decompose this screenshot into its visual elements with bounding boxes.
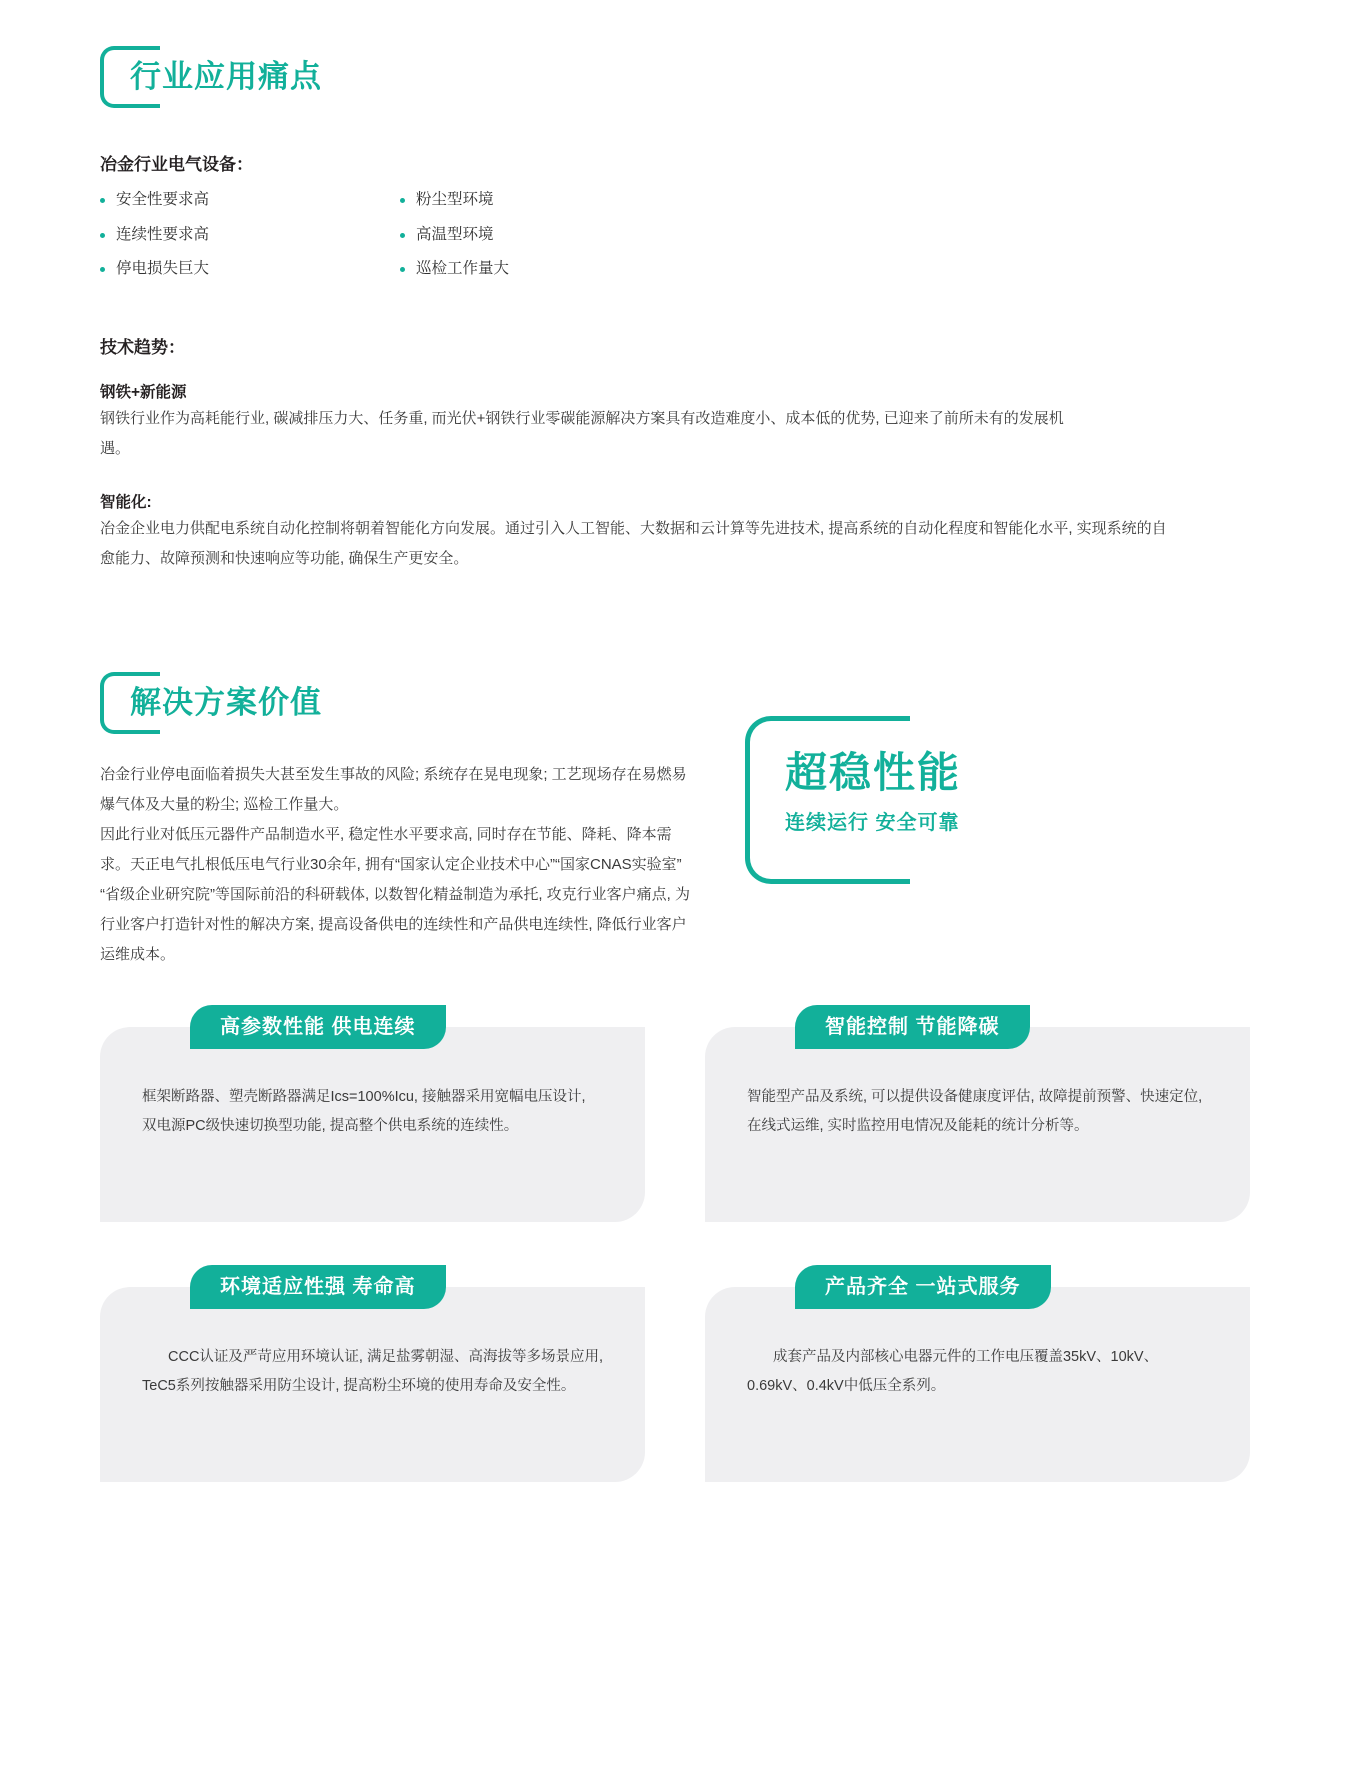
bullet-dot-icon [100, 233, 105, 238]
bullet-label: 停电损失巨大 [116, 260, 210, 278]
value-card-body: CCC认证及严苛应用环境认证, 满足盐雾朝湿、高海拔等多场景应用, TeC5系列按触器采用防尘设计, 提高粉尘环境的使用寿命及安全性。 [142, 1349, 603, 1394]
pain-points-subhead: 冶金行业电气设备： [100, 155, 253, 174]
value-card [100, 1276, 645, 1482]
value-card [705, 1016, 1250, 1222]
trend-item-title: 智能化: [100, 493, 152, 511]
value-card [100, 1016, 645, 1222]
section-heading-pain-points [100, 46, 1250, 108]
badge-super-stable-performance [745, 716, 1165, 916]
list-item [400, 260, 700, 279]
bullet-dot-icon [400, 198, 405, 203]
badge-text-group [785, 748, 961, 835]
trend-item-steel-new-energy [100, 380, 1250, 464]
bullet-dot-icon [400, 233, 405, 238]
trend-item-text: 钢铁行业作为高耗能行业, 碳减排压力大、任务重, 而光伏+钢铁行业零碳能源解决方案具有改造难度小、成本低的优势, 已迎来了前所未有的发展机遇。 [100, 409, 1064, 457]
bullet-dot-icon [400, 267, 405, 272]
value-card-body: 成套产品及内部核心电器元件的工作电压覆盖35kV、10kV、0.69kV、0.4kV中低压全系列。 [747, 1349, 1159, 1394]
value-card-title: 产品齐全 一站式服务 [795, 1265, 1051, 1309]
list-item [100, 260, 400, 279]
badge-main-label: 超稳性能 [785, 749, 962, 796]
value-card-body: 智能型产品及系统, 可以提供设备健康度评估, 故障提前预警、快速定位, 在线式运维, 实时监控用电情况及能耗的统计分析等。 [747, 1089, 1203, 1134]
section-title-solution-value: 解决方案价值 [130, 685, 322, 720]
solution-value-paragraph-1: 冶金行业停电面临着损失大甚至发生事故的风险; 系统存在晃电现象; 工艺现场存在易燃易爆气体及大量的粉尘; 巡检工作量大。 [100, 766, 687, 813]
tech-trend-head: 技术趋势： [100, 337, 185, 357]
list-item [100, 226, 400, 245]
list-item [400, 191, 700, 210]
bullet-dot-icon [100, 198, 105, 203]
solution-value-paragraph-2: 因此行业对低压元器件产品制造水平, 稳定性水平要求高, 同时存在节能、降耗、降本需求。天正电气扎根低压电气行业30余年, 拥有“国家认定企业技术中心”“国家CNAS实验室”“省级企业研究院”等国际前沿的科研载体, 以数智化精益制造为承托, 攻克行业客户痛点, 为行业客户打造针对性的解决方案, 提高设备供电的连续性和产品供电连续性, 降低行业客户运维成本。 [100, 826, 690, 963]
value-card-title: 环境适应性强 寿命高 [190, 1265, 446, 1309]
bullet-label: 粉尘型环境 [416, 191, 494, 208]
bullet-label: 高温型环境 [416, 225, 494, 243]
trend-item-intelligent [100, 490, 1250, 574]
bullet-label: 安全性要求高 [116, 191, 210, 208]
pain-points-bullet-grid [100, 191, 1250, 295]
section-title-pain-points: 行业应用痛点 [130, 59, 322, 94]
solution-value-text [100, 760, 700, 970]
tech-trend-block [100, 333, 1250, 574]
bullet-label: 连续性要求高 [116, 225, 210, 243]
value-card-title: 智能控制 节能降碳 [795, 1005, 1030, 1049]
bullet-dot-icon [100, 267, 105, 272]
badge-sub-label: 连续运行 安全可靠 [785, 812, 960, 835]
bullet-column-right [400, 191, 700, 295]
list-item [100, 191, 400, 210]
trend-item-text: 冶金企业电力供配电系统自动化控制将朝着智能化方向发展。通过引入人工智能、大数据和云计算等先进技术, 提高系统的自动化程度和智能化水平, 实现系统的自愈能力、故障预测和快速响应等功能, 确保生产更安全。 [100, 519, 1167, 567]
bullet-column-left [100, 191, 400, 295]
section-pain-points [100, 46, 1250, 574]
value-card-body: 框架断路器、塑壳断路器满足Ics=100%Icu, 接触器采用宽幅电压设计, 双电源PC级快速切换型功能, 提高整个供电系统的连续性。 [142, 1089, 586, 1134]
trend-item-title: 钢铁+新能源 [100, 383, 187, 401]
value-card-grid [100, 1016, 1250, 1547]
value-card-title: 高参数性能 供电连续 [190, 1005, 446, 1049]
value-card [705, 1276, 1250, 1482]
bullet-label: 巡检工作量大 [416, 260, 510, 278]
pain-points-block [100, 150, 1250, 295]
list-item [400, 226, 700, 245]
